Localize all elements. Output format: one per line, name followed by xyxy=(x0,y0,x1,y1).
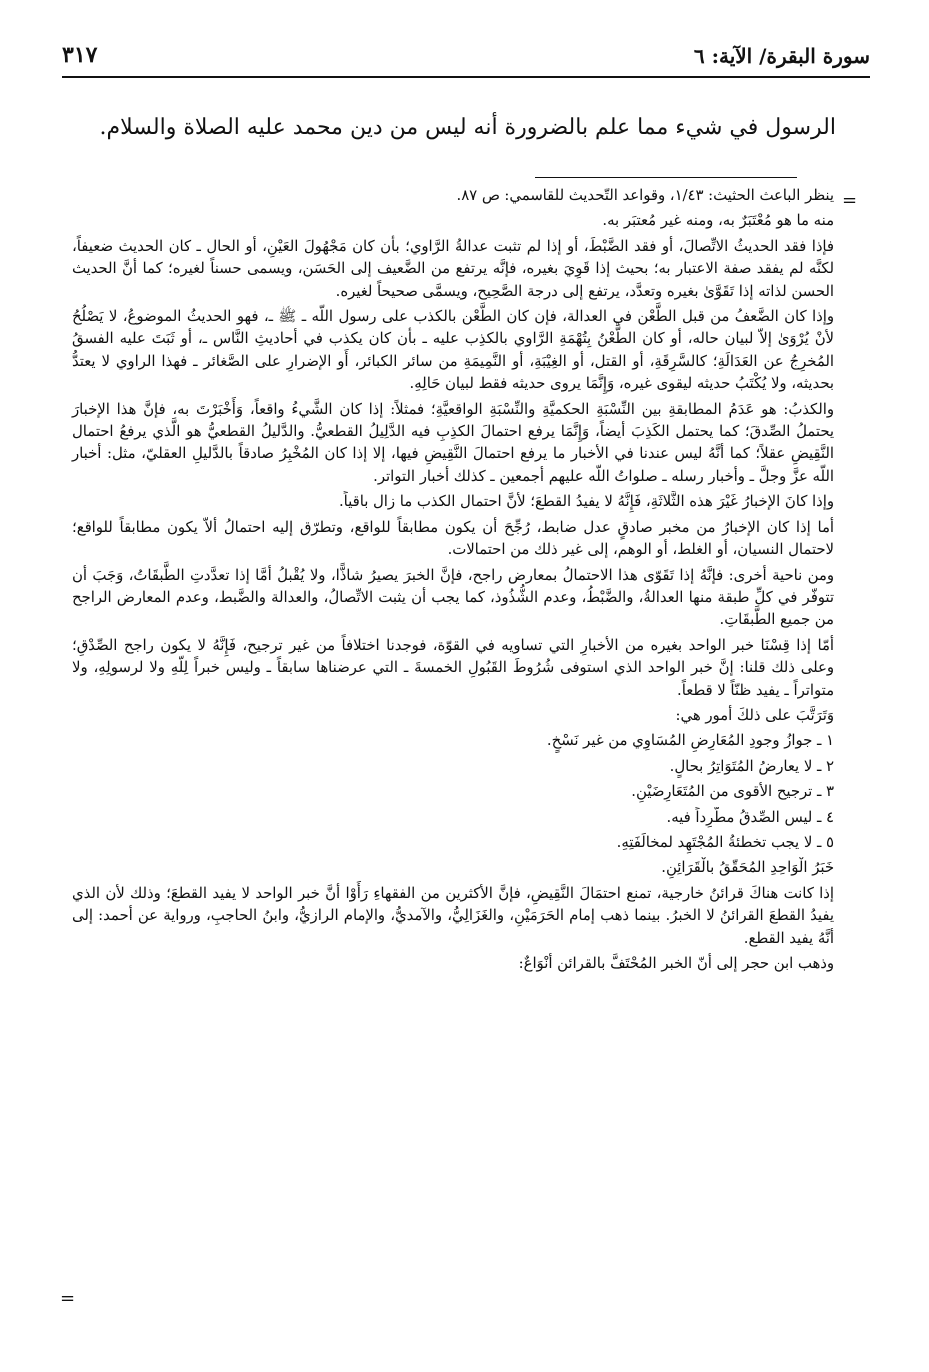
footnote-end-mark: = xyxy=(60,1288,76,1309)
footnote-paragraph: أما إذا كان الإخبارُ من مخبر صادقٍ عدل ضابط، رُجِّحَ أن يكون مطابقاً للواقع، وتطرّق إليه احتمالُ ألاّ يكون مطابقاً للواقع؛ لاحتمال النسيان، أو الغلط، أو الوهم، إلى غير ذلك من احتمالات. xyxy=(72,518,834,559)
footnote-list-item: ٣ ـ ترجيح الأقوى من المُتَعَارِضَيْنِ. xyxy=(631,783,834,801)
footnote-list-item: ٤ ـ ليس الصِّدقُ مطَّرِداً فيه. xyxy=(666,808,834,826)
footnote-paragraph: والكذبُ: هو عَدَمُ المطابقةِ بين النِّسْبَةِ الحكميَّةِ والنِّسْبَةِ الواقعيَّةِ؛ فمثلاً: إذا كان الشَّيءُ واقعاً، وَأَخْبَرْتَ به، فإنَّ هذا الإخبارَ يحتملُ الصِّدقَ؛ كما يحتمل الكَذِبَ أيضاً، وَإِنَّمَا يرفع احتمالَ الكذِبِ فيه الدَّلِيلُ القطعيُّ. والدَّليلُ القطعيُّ هو الَّذي يرفعُ احتمال النَّقِيضِ عقلاً؛ كما أنَّهُ ليس عندنا في الأخبار ما يرفع احتمالَ النَّقِيضِ فيها، إلا إذا كان المُخْبِرُ صادقاً بالدَّليلِ العقليّ، مثل: أخبار اللّه عزَّ وجلَّ ـ وأخبار رسله ـ صلواتُ اللّه عليهم أجمعين ـ كذلك أخبار التواتر. xyxy=(72,400,834,485)
footnote-paragraph: فإذا فقد الحديثُ الاتِّصالَ، أو فقد الضَّبْطَ، أو إذا لم تثبت عدالةُ الرَّاوي؛ بأن كان مَجْهُولَ العَيْنِ، أو الحال ـ كان الحديث ضعيفاً، لكنَّه لم يفقد صفة الاعتبار به؛ بحيث إذا قَوِيَ بغيره، فإنَّه يرتفع من الضَّعيف إلى الحَسَن، ويسمى حسناً لغيره؛ كما أنَّ الحديث الحسن لذاته إذا تَقَوَّىٰ بغيره وتعدَّد، يرتفع إلى درجة الصَّحِيح، ويسمَّى صحيحاً لغيره. xyxy=(72,237,834,300)
footnote-list-item: ٥ ـ لا يجب تخطئةُ المُجْتَهِد لمخالَفَتِهِ. xyxy=(616,833,834,851)
footnote-paragraph: أمّا إذا قِسْنَا خبر الواحد بغيره من الأخبارِ التي تساويه في القوّة، فوجدنا اختلافاً من غير ترجيح، فَإِنَّهُ لا يكون راجح الصِّدْقِ؛ وعلى ذلك قلنا: إنَّ خبر الواحد الذي استوفى شُرُوطَ القَبُولِ الخمسةَ ـ التي عرضناها سابقاً ـ وليس خبراً لِلّهِ ولا لرسولِهِ، ولا متواتراً ـ يفيد ظنّاً لا قطعاً. xyxy=(72,636,834,699)
footnote-paragraph: ومن ناحية أخرى: فإنَّهُ إذا تَقَوّى هذا الاحتمالُ بمعارض راجح، فإنَّ الخبرَ يصيرُ شاذًّا، ولا يُقْبلُ أمَّا إذا تعدَّدتِ الطَّبقَاتُ، وَجَبَ أن تتوفّر في كلِّ طبقة منها العدالةُ، والضَّبْطُ، وعدم الشُّذُوذ، كما يجب أن يثبت الاتِّصالُ، والعدالة والضَّبط، وعدم المعارض الراجح من جميع الطَّبقَاتِ. xyxy=(72,566,834,629)
footnote-list-item: ٢ ـ لا يعارضُ المُتَوَاتِرُ بحالٍ. xyxy=(669,757,834,775)
running-header xyxy=(62,42,870,78)
footnote-paragraph: وذهب ابن حجر إلى أنّ الخبر المُحْتَفَّ بالقرائن أَنْوَاعٌ: xyxy=(518,955,834,972)
running-title: سورة البقرة/ الآية: ٦ xyxy=(693,44,870,68)
footnote-paragraph: منه ما هو مُعْتَبَرٌ به، ومنه غير مُعتبَر به. xyxy=(602,212,834,230)
footnote-paragraph: وَتَرَتَّبَ على ذلكَ أمور هي: xyxy=(675,706,834,724)
footnote-list-item: ١ ـ جوازُ وجودِ المُعَارِضِ المُسَاوِي من غير نَسْخٍ. xyxy=(546,732,834,750)
footnote-paragraph: وإذا كانَ الإخبارُ غَيْرَ هذه الثَّلاثَةِ، فَإِنَّهُ لا يفيدُ القطعَ؛ لأنَّ احتمال الكذب ما زال باقياً. xyxy=(338,493,834,511)
main-text: الرسول في شيء مما علم بالضرورة أنه ليس من دين محمد عليه الصلاة والسلام. xyxy=(99,115,836,140)
footnote-separator xyxy=(535,177,797,178)
footnote-paragraph: ينظر الباعث الحثيث: ١/٤٣، وقواعد التّحديث للقاسمي: ص ٨٧. xyxy=(456,187,834,204)
page-number: ٣١٧ xyxy=(62,42,98,68)
footnote xyxy=(72,185,834,978)
footnote-subheading: خَبَرُ الْوَاحِدِ المُحَقّقُ بالْقَرَائِنِ. xyxy=(661,859,834,877)
footnote-paragraph: إذا كانت هناكَ قرائنُ خارجية، تمنع احتمَالَ النَّقِيضِ، فإنَّ الأكثرين من الفقهاءِ رَأَوْا أنَّ خبر الواحد لا يفيد القطعَ؛ وذلك لأن الذي يفيدُ القطعَ القرائنُ لا الخبرُ. بينما ذهب إمام الحَرَمَيْنِ، والغَزَالِيُّ، والآمديُّ، والإمام الرازيُّ، وابنُ الحاجبِ، ورواية عن أحمد: إلى أنَّهُ يفيد القطع. xyxy=(72,884,834,947)
footnote-continuation-mark: = xyxy=(842,190,858,211)
footnote-paragraph: وإذا كان الضَّعفُ من قبل الطَّعْن في العدالة، فإن كان الطَّعْن بالكذب على رسول اللّه ـ ﷺ ـ، فهو الحديثُ الموضوعُ، لا يَصْلُحُ لأنْ يُرْوَىٰ إلاّ لبيان حاله، أو كان الطَّعْنُ بِتُهْمَةِ الرَّاوي بالكذِب عليه ـ بأن كان يكذب في أحاديثِ النَّاس ـ، أو ثَبَتَ عليه الفسقُ المُخرِجُ عن العَدَالَةِ؛ كالسَّرِقَةِ، أو القتل، أو الغِيْبَةِ، أو النَّمِيمَةِ من سائر الكبائر، أَو الإضرارِ على الصَّغائر ـ فهذا الراوي لا يعتدُّ بحديثه، ولا يُكْتَبُ حديثه ليقوى غيره، وَإِنَّمَا يروى حديثه فقط لبيان حَالِهِ. xyxy=(72,308,834,393)
